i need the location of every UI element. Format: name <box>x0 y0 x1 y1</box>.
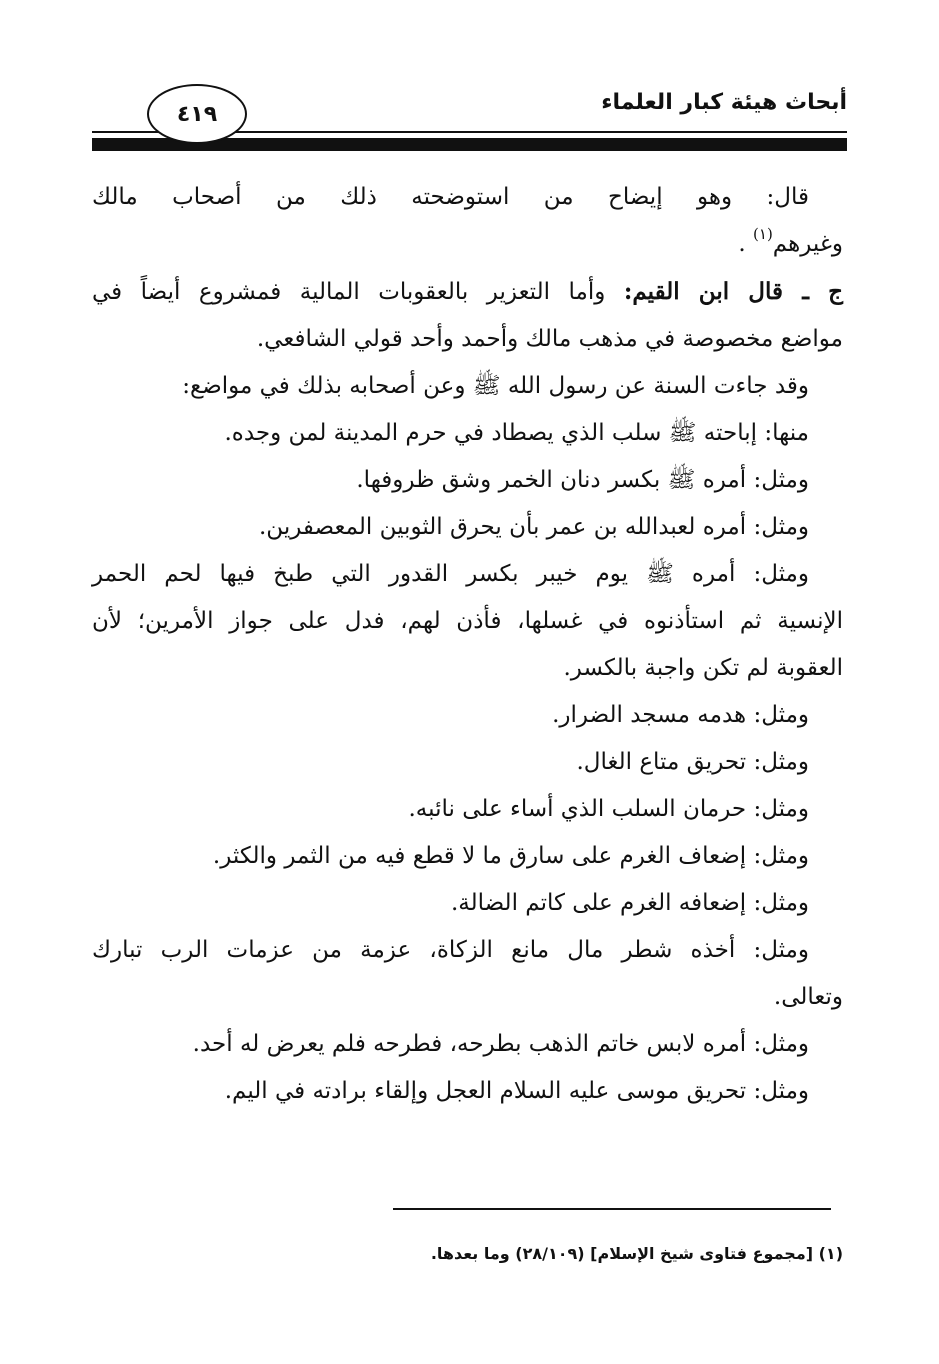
paragraph-line: ومثل: أخذه شطر مال مانع الزكاة، عزمة من عزمات الرب تبارك <box>92 937 809 963</box>
text-span: وغيرهم <box>772 231 843 257</box>
footnote-separator <box>393 1208 831 1210</box>
paragraph-line: مواضع مخصوصة في مذهب مالك وأحمد وأحد قولي الشافعي. <box>256 326 843 352</box>
footnote: (١) [مجموع فتاوى شيخ الإسلام] (٢٨/١٠٩) وما بعدها. <box>430 1244 843 1263</box>
paragraph-line: وتعالى. <box>773 984 843 1010</box>
text-span: وأما التعزير بالعقوبات المالية فمشروع أيضاً في <box>92 279 624 305</box>
paragraph-line <box>92 268 843 316</box>
paragraph-line: قال: وهو إيضاح من استوضحته ذلك من أصحاب مالك <box>92 184 809 210</box>
paragraph-line: ومثل: أمره ﷺ يوم خيبر بكسر القدور التي طبخ فيها لحم الحمر <box>92 561 809 587</box>
paragraph-line <box>92 221 843 268</box>
paragraph-line: وقد جاءت السنة عن رسول الله ﷺ وعن أصحابه بذلك في مواضع: <box>182 373 809 399</box>
paragraph-line: ومثل: تحريق متاع الغال. <box>576 749 809 775</box>
footnote-ref: (١) <box>753 225 773 243</box>
paragraph-line: منها: إباحته ﷺ سلب الذي يصطاد في حرم المدينة لمن وجده. <box>224 420 809 446</box>
paragraph-line: الإنسية ثم استأذنوه في غسلها، فأذن لهم، فدل على جواز الأمرين؛ لأن <box>92 608 843 634</box>
paragraph-line: ومثل: تحريق موسى عليه السلام العجل وإلقاء برادته في اليم. <box>224 1078 809 1104</box>
paragraph-line: ومثل: أمره ﷺ بكسر دنان الخمر وشق ظروفها. <box>356 467 809 493</box>
text-span: . <box>738 231 746 257</box>
paragraph-line: العقوبة لم تكن واجبة بالكسر. <box>563 655 843 681</box>
paragraph-line: ومثل: إضعافه الغرم على كاتم الضالة. <box>450 890 809 916</box>
paragraph-line: ومثل: أمره لعبدالله بن عمر بأن يحرق الثوبين المعصفرين. <box>259 514 809 540</box>
paragraph-line: ومثل: حرمان السلب الذي أساء على نائبه. <box>408 796 809 822</box>
section-lead: ج ـ قال ابن القيم: <box>623 278 843 305</box>
paragraph-line: ومثل: إضعاف الغرم على سارق ما لا قطع فيه من الثمر والكثر. <box>212 843 809 869</box>
paragraph-line: ومثل: هدمه مسجد الضرار. <box>552 702 809 728</box>
book-title: أبحاث هيئة كبار العلماء <box>601 90 847 115</box>
paragraph-line: ومثل: أمره لابس خاتم الذهب بطرحه، فطرحه فلم يعرض له أحد. <box>192 1031 809 1057</box>
page-number: ٤١٩ <box>147 84 247 144</box>
main-text <box>92 174 843 1115</box>
